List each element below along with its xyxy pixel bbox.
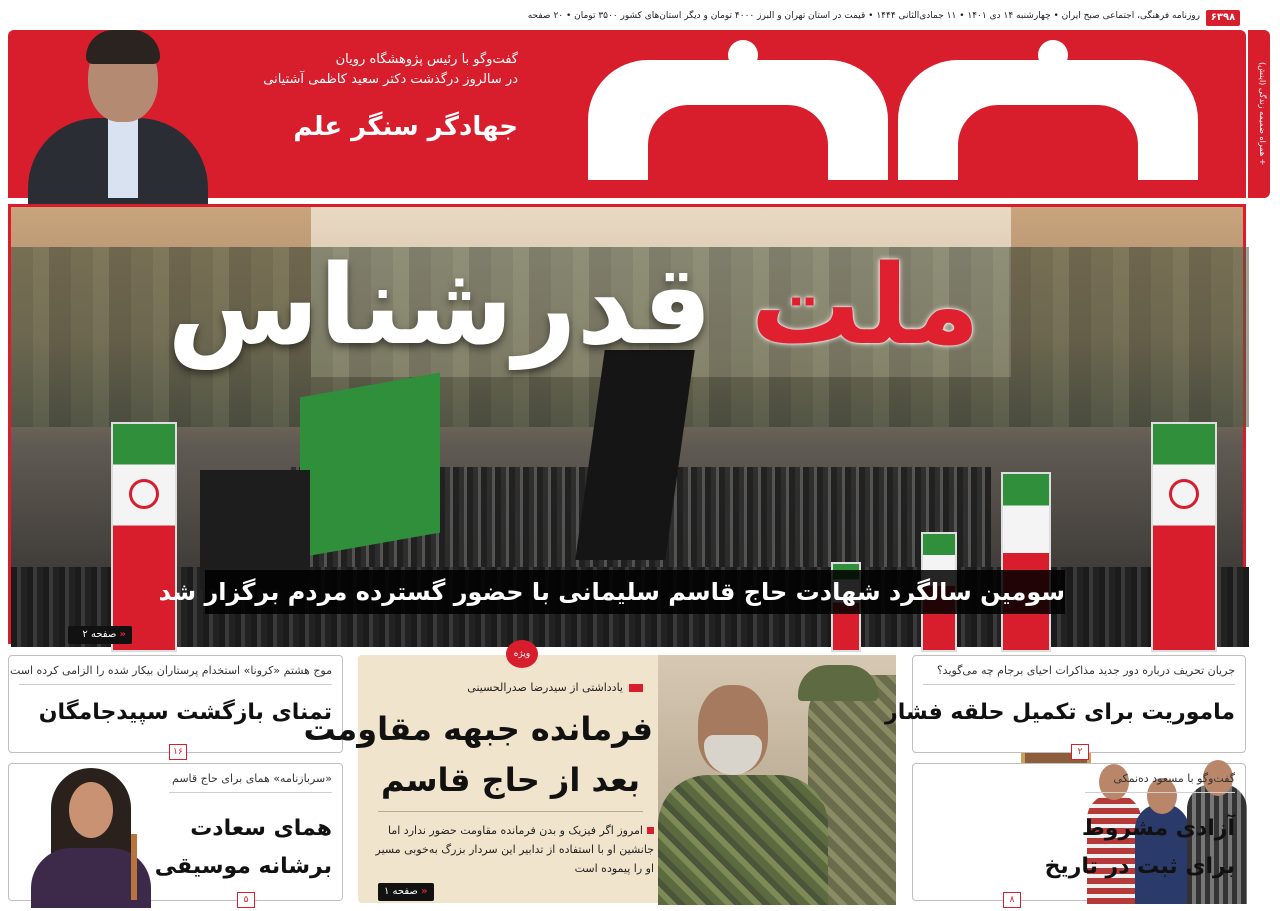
bullet-square-icon bbox=[647, 827, 654, 834]
emblem-icon bbox=[129, 479, 159, 509]
masthead-teaser[interactable] bbox=[218, 50, 518, 200]
right-top-rule bbox=[923, 684, 1235, 685]
teaser-title: جهادگر سنگر علم bbox=[293, 112, 518, 142]
hero-page-ref[interactable] bbox=[68, 626, 132, 644]
right-top-page: ۲ bbox=[1071, 744, 1089, 760]
right-bottom-kicker: گفت‌وگو با مسعود ده‌نمکی bbox=[1113, 772, 1235, 785]
portrait-shirt bbox=[108, 118, 138, 198]
emblem-icon bbox=[1169, 479, 1199, 509]
teaser-portrait-photo bbox=[28, 30, 208, 198]
left-bottom-title-1: همای سعادت bbox=[190, 816, 332, 841]
left-bottom-story[interactable] bbox=[8, 763, 343, 905]
hero-headline-red-word: ملت bbox=[750, 241, 980, 369]
hero-headline[interactable] bbox=[167, 210, 980, 400]
left-bottom-page: ۵ bbox=[237, 892, 255, 908]
center-title-1: فرمانده جبهه مقاومت bbox=[303, 710, 653, 748]
person-3 bbox=[1187, 784, 1247, 904]
center-page-ref[interactable] bbox=[378, 883, 434, 901]
musician-face bbox=[69, 782, 113, 838]
left-bottom-rule bbox=[169, 792, 332, 793]
right-bottom-title-2: برای ثبت در تاریخ bbox=[1044, 854, 1235, 879]
commander-uniform bbox=[658, 775, 828, 905]
left-top-story[interactable] bbox=[8, 655, 343, 757]
supplement-side-tab-label: + همراه ضمیمه زندگی (اینش) bbox=[1258, 62, 1267, 166]
person-1 bbox=[1087, 794, 1141, 904]
hero-banner-right bbox=[1151, 422, 1217, 652]
center-kicker-label: یادداشتی از سیدرضا صدرالحسینی bbox=[467, 681, 623, 694]
center-body bbox=[374, 821, 654, 878]
logo-glyph-right bbox=[898, 60, 1198, 180]
left-top-kicker: موج هشتم «کرونا» استخدام پرستاران بیکار شده را الزامی کرده است bbox=[9, 664, 332, 677]
center-kicker bbox=[467, 681, 643, 694]
soldier-cap bbox=[798, 665, 878, 701]
hero-banner-left bbox=[111, 422, 177, 652]
publication-info-line: روزنامه فرهنگی، اجتماعی صبح ایران • چهارشنبه ۱۴ دی ۱۴۰۱ • ۱۱ جمادی‌الثانی ۱۴۴۴ • قیمت در استان تهران و البرز ۴۰۰۰ تومان و دیگر استان‌های کشور ۳۵۰۰ تومان • ۲۰ صفحه bbox=[527, 11, 1200, 21]
center-feature[interactable] bbox=[303, 655, 896, 903]
right-top-title: ماموریت برای تکمیل حلقه فشار bbox=[885, 700, 1235, 725]
right-bottom-story[interactable] bbox=[912, 763, 1246, 905]
hero-banner-mid bbox=[1001, 472, 1051, 652]
kicker-bar-icon bbox=[629, 684, 643, 692]
commander-photo bbox=[658, 655, 896, 903]
right-bottom-rule bbox=[1085, 792, 1235, 793]
left-top-page: ۱۶ bbox=[169, 744, 187, 760]
teaser-kicker-2: در سالروز درگذشت دکتر سعید کاظمی آشتیانی bbox=[263, 72, 518, 87]
top-info-strip bbox=[0, 0, 1280, 32]
green-flag bbox=[300, 373, 440, 558]
hero-subtitle[interactable]: سومین سالگرد شهادت حاج قاسم سلیمانی با حضور گسترده مردم برگزار شد bbox=[205, 570, 1065, 614]
chevron-icon: « bbox=[421, 886, 428, 897]
center-title-2: بعد از حاج قاسم bbox=[380, 761, 641, 799]
supplement-side-tab bbox=[1248, 30, 1270, 198]
center-rule bbox=[378, 811, 643, 812]
center-body-text: امروز اگر فیزیک و بدن فرمانده مقاومت حضور ندارد اما جانشین او با استفاده از تدابیر این سردار بزرگ به‌خوبی مسیر او را پیموده است bbox=[375, 824, 654, 875]
logo-dot-right bbox=[1038, 40, 1068, 70]
right-bottom-title-1: آزادی مشروط bbox=[1081, 816, 1235, 841]
center-text-block bbox=[303, 655, 654, 903]
issue-number-badge: ۶۳۹۸ bbox=[1206, 10, 1240, 26]
logo-dot-left bbox=[728, 40, 758, 70]
hero-page-ref-label: صفحه ۲ bbox=[82, 629, 117, 640]
left-top-rule bbox=[19, 684, 332, 685]
right-top-story[interactable] bbox=[885, 655, 1246, 757]
right-top-kicker: جریان تحریف درباره دور جدید مذاکرات احیای برجام چه می‌گوید؟ bbox=[936, 664, 1235, 677]
logo-glyph-left bbox=[588, 60, 888, 180]
chevron-icon: « bbox=[119, 629, 126, 640]
special-badge: ویژه bbox=[506, 640, 538, 668]
left-top-title: تمنای بازگشت سپیدجامگان bbox=[38, 700, 332, 725]
right-bottom-page: ۸ bbox=[1003, 892, 1021, 908]
portrait-hair bbox=[86, 30, 160, 64]
left-bottom-title-2: برشانه موسیقی bbox=[154, 854, 332, 879]
newspaper-logo[interactable] bbox=[568, 40, 1218, 190]
musician-photo bbox=[21, 764, 161, 900]
instrument-icon bbox=[131, 834, 137, 900]
left-bottom-kicker: «سربازنامه» همای برای حاج قاسم bbox=[172, 772, 332, 785]
center-page-ref-label: صفحه ۱ bbox=[384, 886, 418, 897]
hero-headline-white-word: قدرشناس bbox=[167, 241, 713, 369]
teaser-kicker-1: گفت‌وگو با رئیس پژوهشگاه رویان bbox=[335, 52, 518, 67]
masthead bbox=[8, 30, 1246, 198]
